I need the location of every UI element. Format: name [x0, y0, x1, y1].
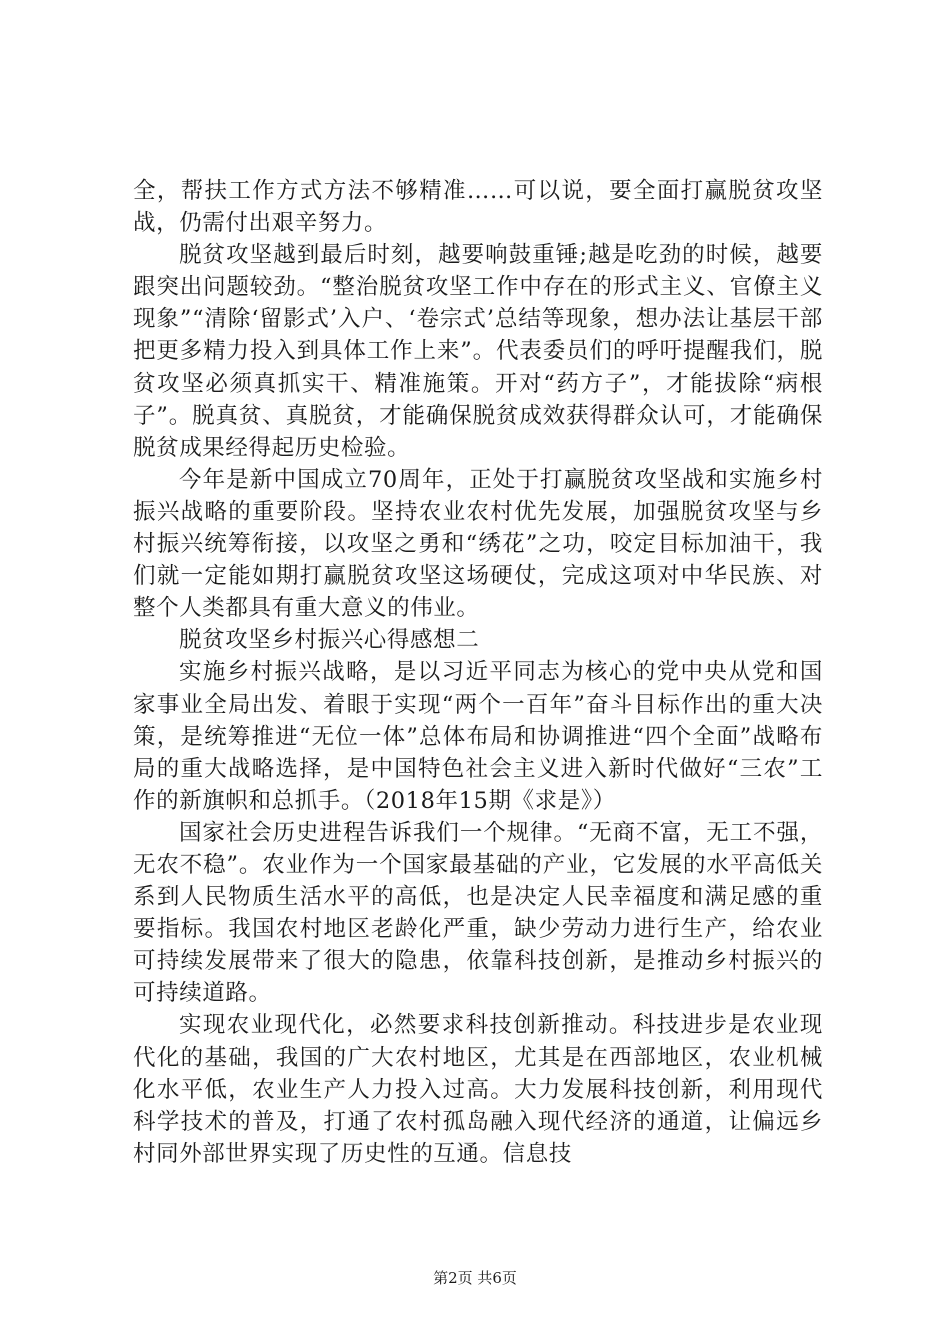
paragraph-2: 脱贫攻坚越到最后时刻，越要响鼓重锤;越是吃劲的时候，越要跟突出问题较劲。“整治脱贫攻坚工作中存在的形式主义、官僚主义现象”“清除‘留影式’入户、‘卷宗式’总结等现象，想办法让基层干部把更多精力投入到具体工作上来”。代表委员们的呼吁提醒我们，脱贫攻坚必须真抓实干、精准施策。开对“药方子”，才能拔除“病根子”。脱真贫、真脱贫，才能确保脱贫成效获得群众认可，才能确保脱贫成果经得起历史检验。 — [133, 242, 823, 461]
paragraph-6: 实现农业现代化，必然要求科技创新推动。科技进步是农业现代化的基础，我国的广大农村地区，尤其是在西部地区，农业机械化水平低，农业生产人力投入过高。大力发展科技创新，利用现代科学技术的普及，打通了农村孤岛融入现代经济的通道，让偏远乡村同外部世界实现了历史性的互通。信息技 — [133, 1012, 823, 1167]
section-heading: 脱贫攻坚乡村振兴心得感想二 — [179, 627, 480, 654]
paragraph-1: 全，帮扶工作方式方法不够精准……可以说，要全面打赢脱贫攻坚战，仍需付出艰辛努力。 — [133, 178, 823, 237]
document-body — [133, 175, 823, 1170]
paragraph-5: 国家社会历史进程告诉我们一个规律。“无商不富，无工不强，无农不稳”。农业作为一个国家最基础的产业，它发展的水平高低关系到人民物质生活水平的高低，也是决定人民幸福度和满足感的重要指标。我国农村地区老龄化严重，缺少劳动力进行生产，给农业可持续发展带来了很大的隐患，依靠科技创新，是推动乡村振兴的可持续道路。 — [133, 819, 823, 1007]
paragraph-3: 今年是新中国成立70周年，正处于打赢脱贫攻坚战和实施乡村振兴战略的重要阶段。坚持农业农村优先发展，加强脱贫攻坚与乡村振兴统筹衔接，以攻坚之勇和“绣花”之功，咬定目标加油干，我们就一定能如期打赢脱贫攻坚这场硬仗，完成这项对中华民族、对整个人类都具有重大意义的伟业。 — [133, 466, 823, 622]
paragraph-4: 实施乡村振兴战略，是以习近平同志为核心的党中央从党和国家事业全局出发、着眼于实现“两个一百年”奋斗目标作出的重大决策，是统筹推进“无位一体”总体布局和协调推进“四个全面”战略布局的重大战略选择，是中国特色社会主义进入新时代做好“三农”工作的新旗帜和总抓手。（2018年15期《求是》） — [133, 659, 823, 814]
page-footer: 第2页 共6页 — [433, 1269, 517, 1287]
